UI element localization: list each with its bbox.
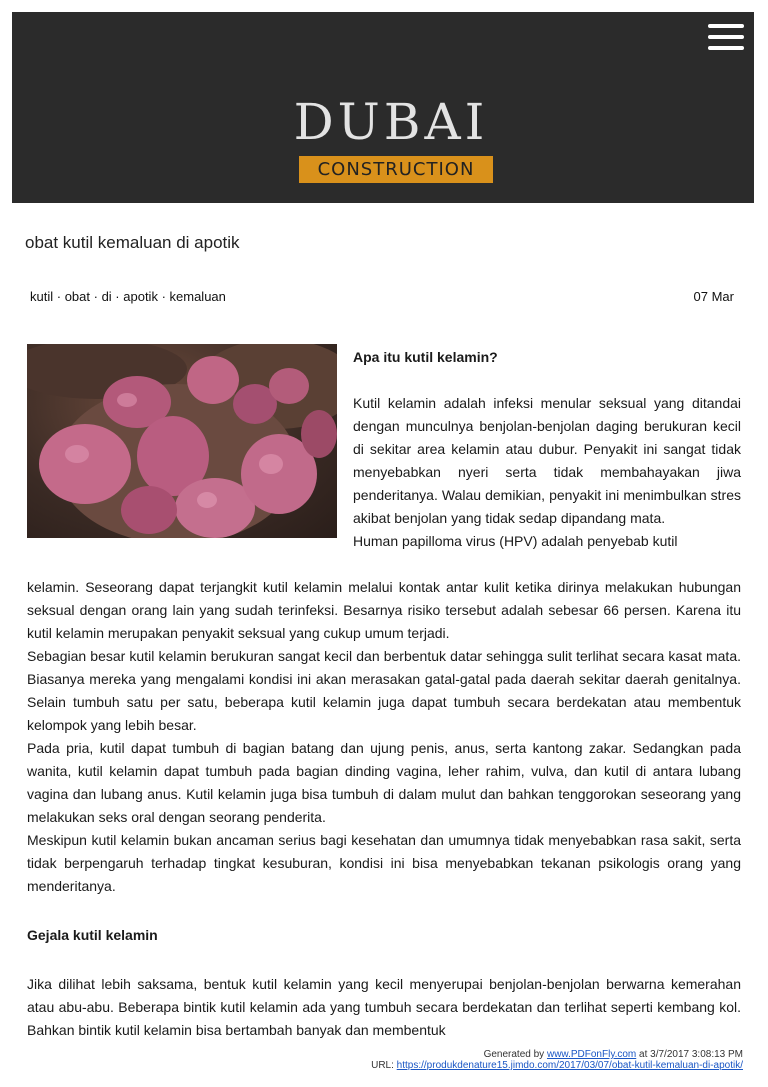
body-paragraph: Jika dilihat lebih saksama, bentuk kutil kelamin yang kecil menyerupai benjolan-benjolan berwarna kemerahan atau abu-abu. Beberapa bintik kutil kelamin ada yang tumbuh secara berdekatan dan terlihat seperti kembang kol. Bahkan bintik kutil kelamin bisa bertambah banyak dan membentuk: [27, 976, 741, 1038]
footer-date: at 3/7/2017 3:08:13 PM: [639, 1049, 743, 1060]
article-photo: [27, 344, 337, 538]
body-paragraph: Meskipun kutil kelamin bukan ancaman serius bagi kesehatan dan umumnya tidak menyebabkan rasa sakit, serta tidak berpengaruh terhadap tingkat kesuburan, kondisi ini bisa menyebabkan tekanan psikologis orang yang menderitanya.: [27, 832, 741, 894]
tag-link[interactable]: kemaluan: [169, 289, 226, 304]
tag-link[interactable]: di: [101, 289, 112, 304]
body-paragraph: Sebagian besar kutil kelamin berukuran sangat kecil dan berbentuk datar sehingga sulit terlihat secara kasat mata. Biasanya mereka yang mengalami kondisi ini akan merasakan gatal-gatal pada daerah sekitar daerah genitalnya. Selain tumbuh satu per satu, beberapa kutil kelamin juga dapat tumbuh secara berdekatan atau membentuk kelompok yang lebih besar.: [27, 648, 741, 733]
tag-separator: ·: [90, 289, 102, 304]
tag-link[interactable]: obat: [64, 289, 90, 304]
article-title: obat kutil kemaluan di apotik: [25, 233, 240, 252]
footer-url-link[interactable]: https://produkdenature15.jimdo.com/2017/03/07/obat-kutil-kemaluan-di-apotik/: [396, 1060, 743, 1071]
intro-column: [353, 346, 741, 553]
post-date: 07 Mar: [693, 289, 734, 304]
logo-wordmark: DUBAI: [293, 93, 489, 151]
tag-link[interactable]: kutil: [30, 289, 54, 304]
pdf-footer: [371, 1049, 743, 1071]
hpv-paragraph-rest: kelamin. Seseorang dapat terjangkit kutil kelamin melalui kontak antar kulit ketika dirinya melakukan hubungan seksual dengan orang lain yang sudah terinfeksi. Besarnya risiko tersebut adalah sebesar 66 persen. Karena itu kutil kelamin merupakan penyakit seksual yang cukup umum terjadi.: [27, 579, 741, 641]
hpv-paragraph-start: Human papilloma virus (HPV) adalah penyebab kutil: [353, 533, 678, 549]
footer-url-label: URL:: [371, 1060, 394, 1071]
hamburger-menu-icon[interactable]: [708, 24, 744, 58]
site-logo[interactable]: [285, 93, 497, 183]
footer-generated-prefix: Generated by: [483, 1049, 545, 1060]
site-header: [12, 12, 754, 203]
tag-separator: ·: [111, 289, 124, 304]
intro-paragraph: Kutil kelamin adalah infeksi menular seksual yang ditandai dengan munculnya benjolan-benjolan daging berukuran kecil di sekitar area kelamin atau dubur. Penyakit ini sangat tidak menyebabkan nyeri serta tidak membahayakan jiwa penderitanya. Walau demikian, penyakit ini menimbulkan stres akibat benjolan yang tidak sedap dipandang mata.: [353, 395, 741, 526]
body-paragraph: Pada pria, kutil dapat tumbuh di bagian batang dan ujung penis, anus, serta kantong zakar. Sedangkan pada wanita, kutil kelamin dapat tumbuh pada bagian dinding vagina, leher rahim, vulva, dan kutil di antara lubang vagina dan lubang anus. Kutil kelamin juga bisa tumbuh di dalam mulut dan bahkan tenggorokan seseorang yang melakukan seks oral dengan seorang penderita.: [27, 740, 741, 825]
article-body: [27, 576, 741, 1042]
section-heading: Gejala kutil kelamin: [27, 927, 158, 943]
tag-separator: ·: [157, 289, 170, 304]
section-heading: Apa itu kutil kelamin?: [353, 349, 498, 365]
footer-generator-link[interactable]: www.PDFonFly.com: [546, 1049, 637, 1060]
tag-list: [30, 289, 226, 304]
tag-link[interactable]: apotik: [123, 289, 158, 304]
tag-separator: ·: [53, 289, 65, 304]
logo-subtitle: CONSTRUCTION: [299, 156, 493, 183]
